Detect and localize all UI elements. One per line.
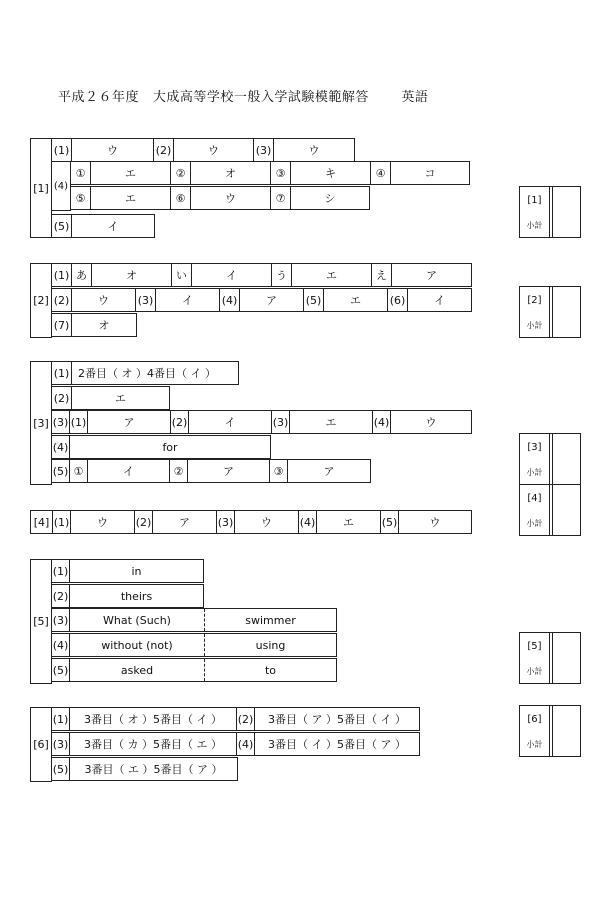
s3-q3-2-answer: イ xyxy=(189,411,272,433)
s3-q4-answer: for xyxy=(162,440,178,454)
s3-q1-answer: 2番目（ オ ）4番目（ イ ） xyxy=(78,367,216,380)
s5-row-2 xyxy=(51,584,204,608)
s2-q4-num: (4) xyxy=(220,289,240,311)
s1-subtotal-label: [1] xyxy=(527,195,542,206)
s2-q1-u-num: う xyxy=(272,264,292,286)
title-school: 大成高等学校一般入学試験模範解答 xyxy=(152,90,369,105)
s6-subtotal-label: [6] xyxy=(527,714,542,725)
s5-row-5 xyxy=(51,658,337,682)
s3-q3-1-num: (1) xyxy=(70,411,88,433)
s1-q1-answer: ウ xyxy=(72,139,154,161)
s4-subtotal-field[interactable] xyxy=(552,485,582,535)
s4-row-1 xyxy=(30,510,472,534)
s5-q5-answer-b: to xyxy=(264,663,277,677)
s4-q4-num: (4) xyxy=(299,511,317,533)
s2-row-1 xyxy=(51,263,472,287)
s1-subtotal-box xyxy=(519,186,581,238)
s3-q2-num: (2) xyxy=(52,387,72,409)
section-6-label: [6] xyxy=(30,707,52,782)
s3-q5-2-answer: ア xyxy=(188,460,270,482)
s3-subtotal-text: 小計 xyxy=(526,468,543,477)
s3-q5-3-num: ③ xyxy=(270,460,288,482)
s3-q3-3-answer: エ xyxy=(290,411,373,433)
s1-q4-num: (4) xyxy=(51,161,71,211)
s2-q4-answer: ア xyxy=(240,289,304,311)
s5-subtotal-label: [5] xyxy=(527,641,542,652)
s5-q4-answer-b: using xyxy=(255,638,286,652)
s4-q5-num: (5) xyxy=(381,511,399,533)
s6-q4-num: (4) xyxy=(237,733,255,755)
s4-subtotal-text: 小計 xyxy=(526,519,543,528)
s2-q1-a-num: あ xyxy=(72,264,92,286)
s1-q4-2-answer: オ xyxy=(191,162,271,184)
s5-q5-answer-a: asked xyxy=(70,659,205,681)
s2-q1-i-answer: イ xyxy=(192,264,272,286)
s1-q4-3-num: ③ xyxy=(271,162,291,184)
s5-q1-num: (1) xyxy=(52,560,70,582)
s4-q2-answer: ア xyxy=(153,511,217,533)
s2-q1-i-num: い xyxy=(172,264,192,286)
s2-q7-num: (7) xyxy=(52,314,72,336)
s5-q5-num: (5) xyxy=(52,659,70,681)
s1-q4-7-num: ⑦ xyxy=(271,187,291,209)
s5-q3-answer-b: swimmer xyxy=(245,613,296,627)
s2-q3-num: (3) xyxy=(136,289,156,311)
s2-q3-answer: イ xyxy=(156,289,220,311)
s2-q5-num: (5) xyxy=(304,289,324,311)
s2-row-2 xyxy=(51,288,472,312)
s5-q4-answer-a: without (not) xyxy=(70,634,205,656)
s2-q6-num: (6) xyxy=(388,289,408,311)
s3-q3-4-num: (4) xyxy=(373,411,391,433)
s3-subtotal-box xyxy=(519,433,581,485)
s2-q1-e-answer: ア xyxy=(426,269,437,282)
s5-q2-answer: theirs xyxy=(120,589,153,603)
s5-q2-num: (2) xyxy=(52,585,70,607)
s6-row-3 xyxy=(51,757,238,781)
s2-subtotal-box xyxy=(519,286,581,338)
s1-subtotal-field[interactable] xyxy=(552,187,582,237)
s1-row-4 xyxy=(51,214,155,238)
s6-row-1 xyxy=(51,707,420,731)
s4-q3-answer: ウ xyxy=(235,511,299,533)
s2-subtotal-field[interactable] xyxy=(552,287,582,337)
s3-q5-num: (5) xyxy=(52,460,70,482)
s1-q5-num: (5) xyxy=(52,215,72,237)
s3-q5-2-num: ② xyxy=(170,460,188,482)
s6-subtotal-box xyxy=(519,705,581,757)
s6-q4-answer: 3番目（ イ ）5番目（ ア ） xyxy=(268,738,406,751)
section-4-label: [4] xyxy=(31,511,53,533)
s3-q5-1-num: ① xyxy=(70,460,88,482)
section-5-label: [5] xyxy=(30,559,52,684)
s5-subtotal-box xyxy=(519,632,581,684)
s3-q2-answer: エ xyxy=(115,392,126,405)
s3-q5-1-answer: イ xyxy=(88,460,170,482)
s3-row-5 xyxy=(51,459,371,483)
s6-subtotal-text: 小計 xyxy=(526,740,543,749)
s1-q4-3-answer: キ xyxy=(291,162,371,184)
s1-q3-num: (3) xyxy=(254,139,274,161)
s1-q4-1-answer: エ xyxy=(91,162,171,184)
s4-q1-answer: ウ xyxy=(71,511,135,533)
s1-q4-5-num: ⑤ xyxy=(71,187,91,209)
s3-q4-num: (4) xyxy=(52,436,70,458)
s1-q1-num: (1) xyxy=(52,139,72,161)
s6-q1-answer: 3番目（ オ ）5番目（ イ ） xyxy=(70,708,237,730)
s4-q3-num: (3) xyxy=(217,511,235,533)
s6-q5-num: (5) xyxy=(52,758,70,780)
s1-row-3 xyxy=(70,186,370,210)
s1-row-2 xyxy=(70,161,470,185)
s5-subtotal-text: 小計 xyxy=(526,667,543,676)
s3-subtotal-label: [3] xyxy=(527,442,542,453)
s2-q5-answer: エ xyxy=(324,289,388,311)
s3-q3-num: (3) xyxy=(52,411,70,433)
s1-q4-4-answer: コ xyxy=(424,167,436,180)
s3-q3-3-num: (3) xyxy=(272,411,290,433)
s5-subtotal-field[interactable] xyxy=(552,633,582,683)
s6-subtotal-field[interactable] xyxy=(552,706,582,756)
s3-q3-4-answer: ウ xyxy=(425,416,437,429)
title-era: 平成２６年度 xyxy=(58,90,140,105)
s4-subtotal-box xyxy=(519,484,581,536)
s2-q2-num: (2) xyxy=(52,289,72,311)
s5-row-4 xyxy=(51,633,337,657)
page-title xyxy=(58,86,428,105)
s3-row-4 xyxy=(51,435,271,459)
s4-subtotal-label: [4] xyxy=(527,493,542,504)
s5-row-3 xyxy=(51,608,337,632)
s5-q4-num: (4) xyxy=(52,634,70,656)
title-subject: 英語 xyxy=(401,90,429,105)
s2-q7-answer: オ xyxy=(98,319,110,332)
s1-row-1 xyxy=(51,138,355,162)
s6-q1-num: (1) xyxy=(52,708,70,730)
s6-q5-answer: 3番目（ エ ）5番目（ ア ） xyxy=(84,763,223,776)
s2-q1-a-answer: オ xyxy=(92,264,172,286)
s3-row-3 xyxy=(51,410,472,434)
s4-q4-answer: エ xyxy=(317,511,381,533)
s2-row-3 xyxy=(51,313,137,337)
s3-row-1 xyxy=(51,361,239,385)
s1-q4-5-answer: エ xyxy=(91,187,171,209)
s5-row-1 xyxy=(51,559,204,583)
s1-subtotal-text: 小計 xyxy=(526,221,543,230)
s2-q6-answer: イ xyxy=(434,294,445,307)
s6-q2-answer: 3番目（ ア ）5番目（ イ ） xyxy=(268,713,406,726)
s3-q3-2-num: (2) xyxy=(171,411,189,433)
s1-q2-answer: ウ xyxy=(174,139,254,161)
s6-row-2 xyxy=(51,732,420,756)
s1-q2-num: (2) xyxy=(154,139,174,161)
s2-q1-num: (1) xyxy=(52,264,72,286)
s3-q5-3-answer: ア xyxy=(323,465,335,478)
s1-q4-1-num: ① xyxy=(71,162,91,184)
s1-q3-answer: ウ xyxy=(308,144,320,157)
s2-subtotal-label: [2] xyxy=(527,295,542,306)
s6-q3-num: (3) xyxy=(52,733,70,755)
s4-q1-num: (1) xyxy=(53,511,71,533)
s6-q2-num: (2) xyxy=(237,708,255,730)
s1-q4-6-answer: ウ xyxy=(191,187,271,209)
s2-subtotal-text: 小計 xyxy=(526,321,543,330)
s3-q1-num: (1) xyxy=(52,362,72,384)
s4-q2-num: (2) xyxy=(135,511,153,533)
s6-q3-answer: 3番目（ カ ）5番目（ エ ） xyxy=(70,733,237,755)
s2-q1-e-num: え xyxy=(372,264,392,286)
s5-q3-num: (3) xyxy=(52,609,70,631)
s1-q5-answer: イ xyxy=(107,220,119,233)
s1-q4-2-num: ② xyxy=(171,162,191,184)
s3-q3-1-answer: ア xyxy=(88,411,171,433)
s2-q1-u-answer: エ xyxy=(292,264,372,286)
s5-q3-answer-a: What (Such) xyxy=(70,609,205,631)
section-2-label: [2] xyxy=(30,263,52,338)
section-1-label: [1] xyxy=(30,138,52,238)
s1-q4-6-num: ⑥ xyxy=(171,187,191,209)
s3-subtotal-field[interactable] xyxy=(552,434,582,484)
section-3-label: [3] xyxy=(30,361,52,485)
s2-q2-answer: ウ xyxy=(72,289,136,311)
s3-row-2 xyxy=(51,386,170,410)
s5-q1-answer: in xyxy=(131,564,142,578)
s1-q4-7-answer: シ xyxy=(324,192,336,205)
s4-q5-answer: ウ xyxy=(429,516,441,529)
s1-q4-4-num: ④ xyxy=(371,162,391,184)
